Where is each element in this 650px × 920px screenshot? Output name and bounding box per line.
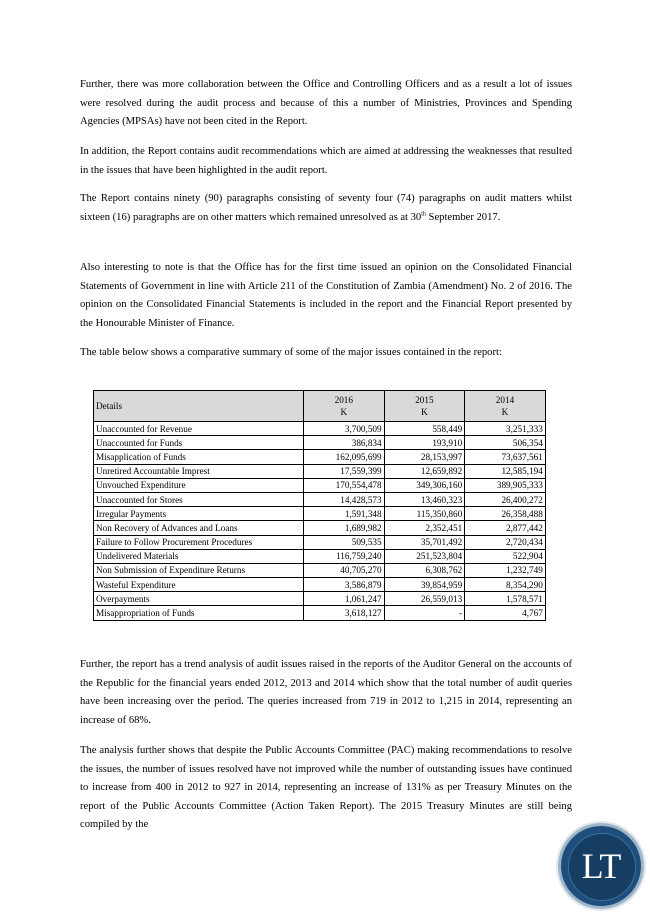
value-2014: 2,720,434 <box>465 535 546 549</box>
row-label: Non Submission of Expenditure Returns <box>94 563 304 577</box>
value-2015: 28,153,997 <box>384 450 465 464</box>
header-details: Details <box>94 391 304 422</box>
paragraph-recommendations: In addition, the Report contains audit recommendations which are aimed at addressing the weaknesses that resulted in the issues that have been highlighted in the audit report. <box>80 146 572 176</box>
value-2014: 26,400,272 <box>465 492 546 506</box>
table-header <box>94 391 546 422</box>
paragraph-report-contents <box>80 190 572 227</box>
value-2016: 386,834 <box>304 436 385 450</box>
unit-label: K <box>501 407 509 417</box>
value-2015: 349,306,160 <box>384 478 465 492</box>
paragraph-collaboration: Further, there was more collaboration between the Office and Controlling Officers and as a result a lot of issues were resolved during the audit process and because of this a number of Ministries, Provinces and Spending Agencies (MPSAs) have not been cited in the Report. <box>80 79 572 128</box>
table-row <box>94 464 546 478</box>
table-row <box>94 450 546 464</box>
value-2014: 389,905,333 <box>465 478 546 492</box>
row-label: Unaccounted for Funds <box>94 436 304 450</box>
row-label: Unvouched Expenditure <box>94 478 304 492</box>
table-row <box>94 606 546 620</box>
value-2014: 2,877,442 <box>465 521 546 535</box>
value-2016: 1,061,247 <box>304 592 385 606</box>
value-2016: 3,618,127 <box>304 606 385 620</box>
value-2016: 14,428,573 <box>304 492 385 506</box>
year-label: 2014 <box>495 395 515 405</box>
row-label: Irregular Payments <box>94 507 304 521</box>
value-2015: 13,460,323 <box>384 492 465 506</box>
value-2016: 509,535 <box>304 535 385 549</box>
value-2014: 4,767 <box>465 606 546 620</box>
paragraph-report-contents-end: September 2017. <box>425 211 501 223</box>
row-label: Unaccounted for Revenue <box>94 422 304 436</box>
year-label: 2016 <box>334 395 353 405</box>
table-row <box>94 563 546 577</box>
row-label: Unaccounted for Stores <box>94 492 304 506</box>
value-2016: 162,095,699 <box>304 450 385 464</box>
value-2015: 558,449 <box>384 422 465 436</box>
paragraph-pac-analysis: The analysis further shows that despite the Public Accounts Committee (PAC) making recommendations to resolve the issues, the number of issues resolved have not improved while the number of outstanding issues have continued to increase from 400 in 2012 to 927 in 2014, representing an increase of 131% as per Treasury Minutes on the report of the Public Accounts Committee (Action Taken Report). The 2015 Treasury Minutes are still being compiled by the <box>80 745 572 831</box>
value-2014: 506,354 <box>465 436 546 450</box>
paragraph-table-intro: The table below shows a comparative summary of some of the major issues contained in the report: <box>80 347 502 358</box>
value-2015: 115,350,860 <box>384 507 465 521</box>
header-year-2014 <box>465 391 546 422</box>
table-row <box>94 478 546 492</box>
value-2016: 1,689,982 <box>304 521 385 535</box>
value-2014: 1,578,571 <box>465 592 546 606</box>
value-2015: 251,523,804 <box>384 549 465 563</box>
header-year-2015 <box>384 391 465 422</box>
value-2016: 3,586,879 <box>304 578 385 592</box>
value-2016: 40,705,270 <box>304 563 385 577</box>
unit-label: K <box>421 407 428 417</box>
value-2014: 8,354,290 <box>465 578 546 592</box>
value-2016: 170,554,478 <box>304 478 385 492</box>
value-2015: 26,559,013 <box>384 592 465 606</box>
value-2015: 12,659,892 <box>384 464 465 478</box>
comparative-summary-table <box>93 390 546 621</box>
table-row <box>94 507 546 521</box>
value-2014: 26,358,488 <box>465 507 546 521</box>
row-label: Overpayments <box>94 592 304 606</box>
value-2014: 73,637,561 <box>465 450 546 464</box>
table-row <box>94 422 546 436</box>
table-row <box>94 492 546 506</box>
value-2015: 6,308,762 <box>384 563 465 577</box>
lt-logo <box>561 826 641 906</box>
row-label: Unretired Accountable Imprest <box>94 464 304 478</box>
value-2014: 522,904 <box>465 549 546 563</box>
row-label: Misappropriation of Funds <box>94 606 304 620</box>
ordinal-superscript: th <box>421 211 426 218</box>
value-2016: 17,559,399 <box>304 464 385 478</box>
paragraph-report-contents-text: The Report contains ninety (90) paragraphs consisting of seventy four (74) paragraphs on audit matters whilst sixteen (16) paragraphs are on other matters which remained unresolved as at 30 <box>80 193 572 223</box>
table-row <box>94 592 546 606</box>
value-2014: 12,585,194 <box>465 464 546 478</box>
value-2014: 3,251,333 <box>465 422 546 436</box>
row-label: Failure to Follow Procurement Procedures <box>94 535 304 549</box>
value-2015: 35,701,492 <box>384 535 465 549</box>
row-label: Undelivered Materials <box>94 549 304 563</box>
year-label: 2015 <box>415 395 434 405</box>
value-2016: 1,591,348 <box>304 507 385 521</box>
value-2014: 1,232,749 <box>465 563 546 577</box>
value-2016: 116,759,240 <box>304 549 385 563</box>
table-body <box>94 422 546 621</box>
row-label: Misapplication of Funds <box>94 450 304 464</box>
value-2015: 2,352,451 <box>384 521 465 535</box>
unit-label: K <box>340 407 348 417</box>
row-label: Non Recovery of Advances and Loans <box>94 521 304 535</box>
value-2016: 3,700,509 <box>304 422 385 436</box>
table-row <box>94 535 546 549</box>
paragraph-trend-analysis: Further, the report has a trend analysis of audit issues raised in the reports of the Auditor General on the accounts of the Republic for the financial years ended 2012, 2013 and 2014 which show that the total number of audit queries have been increasing over the period. The queries increased from 719 in 2012 to 1,215 in 2014, representing an increase of 68%. <box>80 659 572 726</box>
value-2015: - <box>384 606 465 620</box>
header-year-2016 <box>304 391 385 422</box>
table-row <box>94 549 546 563</box>
table-row <box>94 521 546 535</box>
table-row <box>94 578 546 592</box>
table-row <box>94 436 546 450</box>
value-2015: 193,910 <box>384 436 465 450</box>
value-2015: 39,854,959 <box>384 578 465 592</box>
row-label: Wasteful Expenditure <box>94 578 304 592</box>
logo-text: LT <box>581 846 621 886</box>
paragraph-consolidated-opinion: Also interesting to note is that the Office has for the first time issued an opinion on the Consolidated Financial Statements of Government in line with Article 211 of the Constitution of Zambia (Amendment) No. 2 of 2016. The opinion on the Consolidated Financial Statements is included in the report and the Financial Report presented by the Honourable Minister of Finance. <box>80 262 572 329</box>
